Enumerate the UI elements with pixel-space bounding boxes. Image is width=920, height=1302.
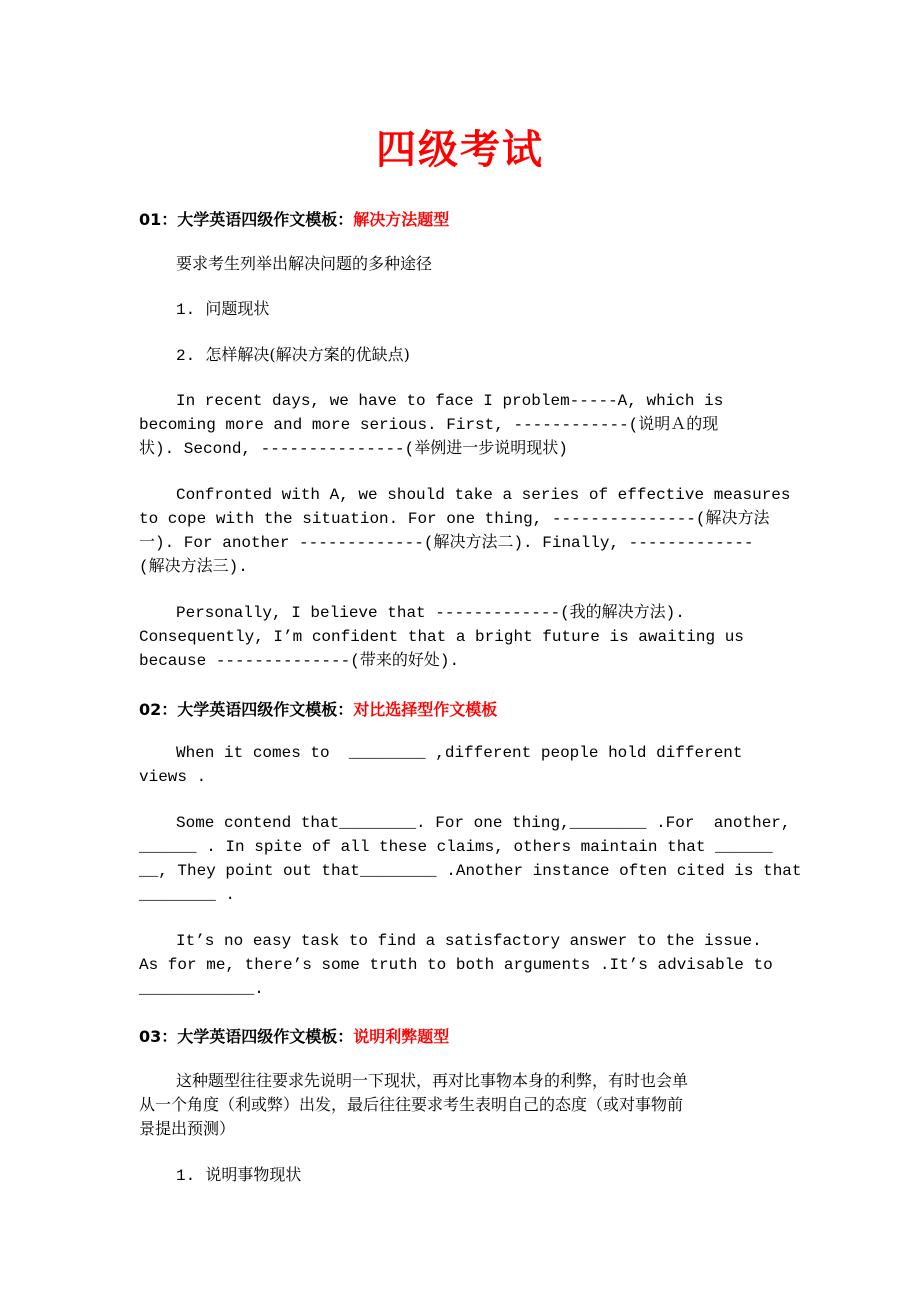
paragraph-line: Some contend that________. For one thing,________ .For another, <box>176 814 791 832</box>
paragraph-line: to cope with the situation. For one thing, ---------------(解决方法 <box>139 510 770 528</box>
paragraph-line: 一). For another -------------(解决方法二). Finally, ------------- <box>139 534 754 552</box>
section-03-heading <box>139 1024 449 1047</box>
list-item-text: 说明事物现状 <box>205 1165 302 1184</box>
paragraph-line: Consequently, I’m confident that a bright future is awaiting us <box>139 628 744 646</box>
section-03-paragraph-1 <box>139 1069 784 1141</box>
section-03-item-1 <box>139 1163 784 1187</box>
section-01-intro <box>139 252 784 276</box>
paragraph-line: ________ . <box>139 886 236 904</box>
paragraph-line: 这种题型往往要求先说明一下现状，再对比事物本身的利弊，有时也会单 <box>176 1071 689 1090</box>
section-01-item-2 <box>139 343 784 367</box>
section-01-paragraph-2 <box>139 483 791 579</box>
section-01-heading <box>139 207 449 230</box>
section-01-paragraph-1 <box>139 389 784 461</box>
list-item-text: 问题现状 <box>205 299 270 318</box>
list-item-text: 怎样解决(解决方案的优缺点) <box>205 345 410 364</box>
section-01-heading-prefix: 01：大学英语四级作文模板： <box>139 210 354 229</box>
paragraph-line: 景提出预测） <box>139 1119 236 1138</box>
paragraph-line: views . <box>139 768 207 786</box>
section-01-intro-text: 要求考生列举出解决问题的多种途径 <box>176 254 433 273</box>
section-01-item-1 <box>139 297 784 321</box>
paragraph-line: Personally, I believe that -------------(我的解决方法). <box>176 604 685 622</box>
paragraph-line: 状). Second, ---------------(举例进一步说明现状) <box>139 440 568 458</box>
paragraph-line: ____________. <box>139 980 264 998</box>
paragraph-line: Confronted with A, we should take a series of effective measures <box>176 486 791 504</box>
paragraph-line: It’s no easy task to find a satisfactory answer to the issue. <box>176 932 762 950</box>
paragraph-line: 从一个角度（利或弊）出发，最后往往要求考生表明自己的态度（或对事物前 <box>139 1095 684 1114</box>
section-03-heading-highlight: 说明利弊题型 <box>353 1027 450 1046</box>
paragraph-line: As for me, there’s some truth to both arguments .It’s advisable to <box>139 956 773 974</box>
paragraph-line: (解决方法三). <box>139 558 248 576</box>
paragraph-line: ______ . In spite of all these claims, others maintain that ______ <box>139 838 773 856</box>
section-02-heading-highlight: 对比选择型作文模板 <box>353 700 498 719</box>
paragraph-line: becoming more and more serious. First, ------------(说明Ａ的现 <box>139 416 719 434</box>
page-title: 四级考试 <box>376 126 544 173</box>
section-02-heading-prefix: 02：大学英语四级作文模板： <box>139 700 354 719</box>
section-02-heading <box>139 697 497 720</box>
paragraph-line: In recent days, we have to face I problem-----A, which is <box>176 392 724 410</box>
section-01-paragraph-3 <box>139 601 784 673</box>
section-02-paragraph-1 <box>139 741 784 789</box>
list-number: 1. <box>176 301 196 319</box>
list-number: 2. <box>176 347 196 365</box>
paragraph-line: because --------------(带来的好处). <box>139 652 460 670</box>
section-03-heading-prefix: 03：大学英语四级作文模板： <box>139 1027 354 1046</box>
section-02-paragraph-3 <box>139 929 784 1001</box>
list-number: 1. <box>176 1167 196 1185</box>
section-01-heading-highlight: 解决方法题型 <box>353 210 450 229</box>
paragraph-line: __, They point out that________ .Another instance often cited is that <box>139 862 802 880</box>
paragraph-line: When it comes to ________ ,different people hold different <box>176 744 743 762</box>
section-02-paragraph-2 <box>139 811 802 907</box>
